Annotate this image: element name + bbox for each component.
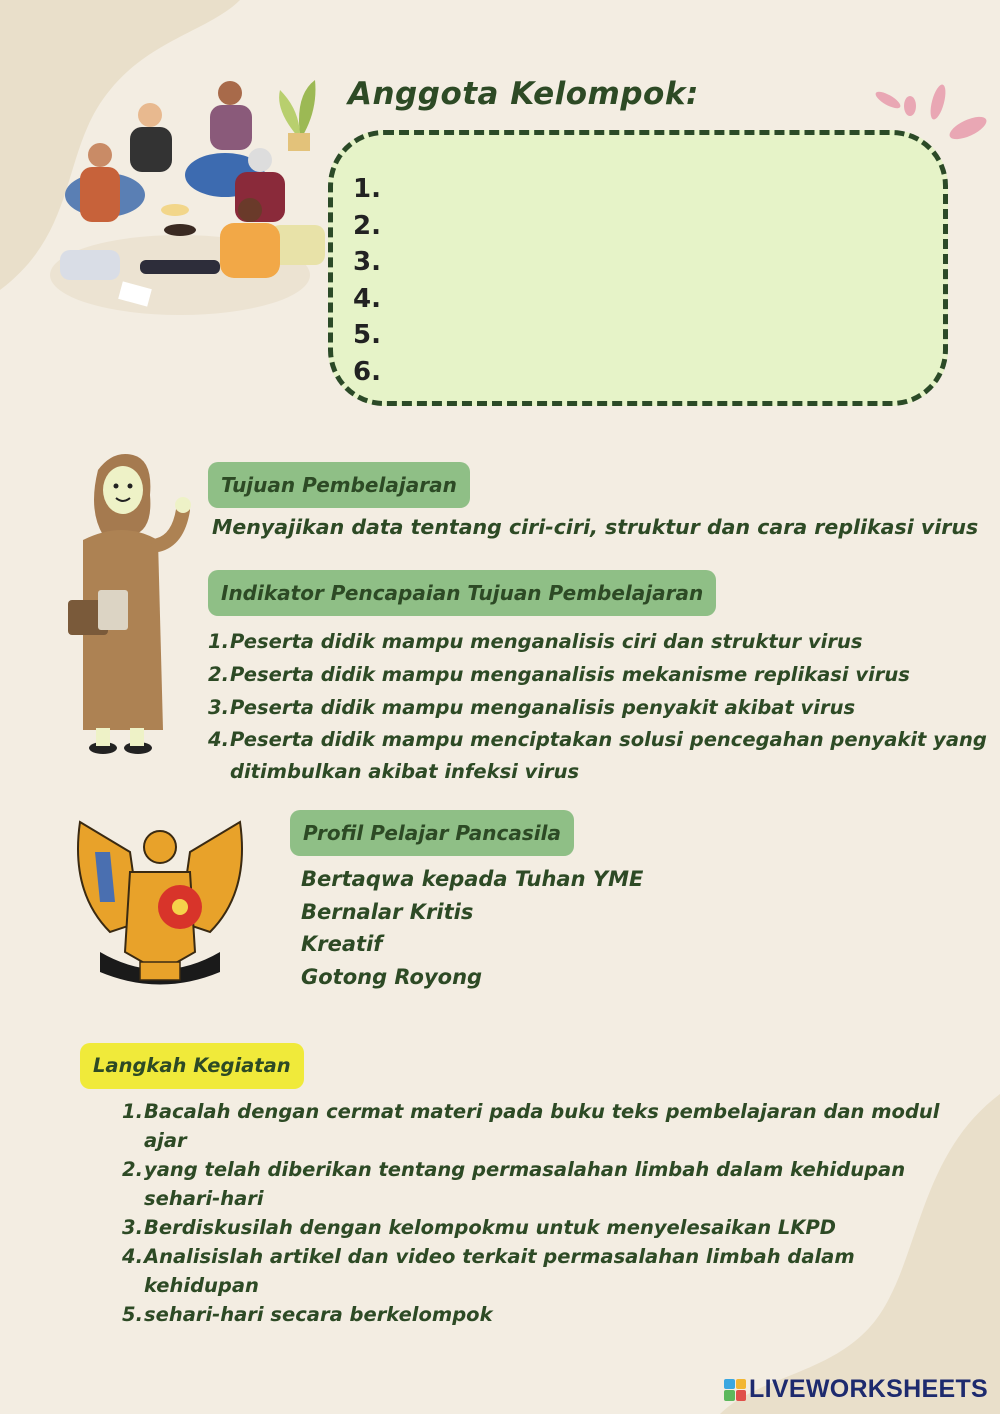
indicator-text-continued: ditimbulkan akibat infeksi virus [230, 760, 580, 783]
step-item [122, 1300, 939, 1329]
step-number: 1. [122, 1100, 143, 1123]
indicators-label: Indikator Pencapaian Tujuan Pembelajaran [208, 570, 716, 616]
group-study-illustration [30, 75, 330, 325]
step-item [122, 1155, 939, 1213]
indicator-number: 4. [208, 728, 229, 751]
profile-list [301, 863, 643, 993]
indicator-text: Peserta didik mampu menciptakan solusi pencegahan penyakit yang [230, 728, 987, 751]
indicator-item [208, 724, 987, 788]
step-text: sehari-hari secara berkelompok [144, 1303, 493, 1326]
step-item [122, 1097, 939, 1155]
members-box [328, 130, 948, 406]
indicator-number: 1. [208, 630, 229, 653]
goal-label: Tujuan Pembelajaran [208, 462, 470, 508]
step-item [122, 1213, 939, 1242]
step-text: Bacalah dengan cermat materi pada buku teks pembelajaran dan modul [144, 1100, 940, 1123]
step-item [122, 1242, 939, 1300]
indicators-list [208, 625, 987, 788]
member-slot[interactable]: 2. [353, 210, 381, 241]
indicator-text: Peserta didik mampu menganalisis penyakit akibat virus [230, 696, 856, 719]
profile-item: Gotong Royong [301, 964, 483, 989]
step-text-continued: sehari-hari [144, 1187, 264, 1210]
garuda-pancasila-emblem [70, 812, 250, 997]
indicator-text: Peserta didik mampu menganalisis mekanisme replikasi virus [230, 663, 910, 686]
liveworksheets-logo[interactable] [724, 1375, 988, 1404]
indicator-number: 3. [208, 696, 229, 719]
indicator-number: 2. [208, 663, 229, 686]
goal-text: Menyajikan data tentang ciri-ciri, struktur dan cara replikasi virus [212, 515, 979, 539]
steps-list [122, 1097, 939, 1329]
step-number: 5. [122, 1303, 143, 1326]
profile-label: Profil Pelajar Pancasila [290, 810, 574, 856]
step-text-continued: kehidupan [144, 1274, 259, 1297]
members-list [353, 171, 381, 390]
liveworksheets-logo-text: LIVEWORKSHEETS [749, 1375, 988, 1403]
members-title: Anggota Kelompok: [348, 76, 699, 112]
member-slot[interactable]: 3. [353, 247, 381, 277]
step-number: 2. [122, 1158, 143, 1181]
step-text: Berdiskusilah dengan kelompokmu untuk menyelesaikan LKPD [144, 1216, 836, 1239]
step-text-continued: ajar [144, 1129, 187, 1152]
indicator-item [208, 625, 987, 658]
member-slot[interactable]: 1. [353, 174, 381, 204]
member-slot[interactable]: 5. [353, 320, 381, 350]
step-text: yang telah diberikan tentang permasalahan limbah dalam kehidupan [144, 1158, 906, 1181]
profile-item: Bernalar Kritis [301, 899, 474, 924]
indicator-item [208, 691, 987, 724]
liveworksheets-logo-icon [724, 1379, 746, 1401]
profile-item: Kreatif [301, 932, 383, 956]
member-slot[interactable]: 6. [353, 356, 381, 387]
member-slot[interactable]: 4. [353, 283, 381, 314]
step-text: Analisislah artikel dan video terkait permasalahan limbah dalam [144, 1245, 855, 1268]
profile-item: Bertaqwa kepada Tuhan YME [301, 867, 644, 891]
step-number: 3. [122, 1216, 143, 1239]
indicator-item [208, 658, 987, 691]
indicator-text: Peserta didik mampu menganalisis ciri dan struktur virus [230, 630, 863, 653]
step-number: 4. [122, 1245, 143, 1268]
teacher-illustration [58, 450, 208, 770]
steps-label: Langkah Kegiatan [80, 1043, 304, 1089]
